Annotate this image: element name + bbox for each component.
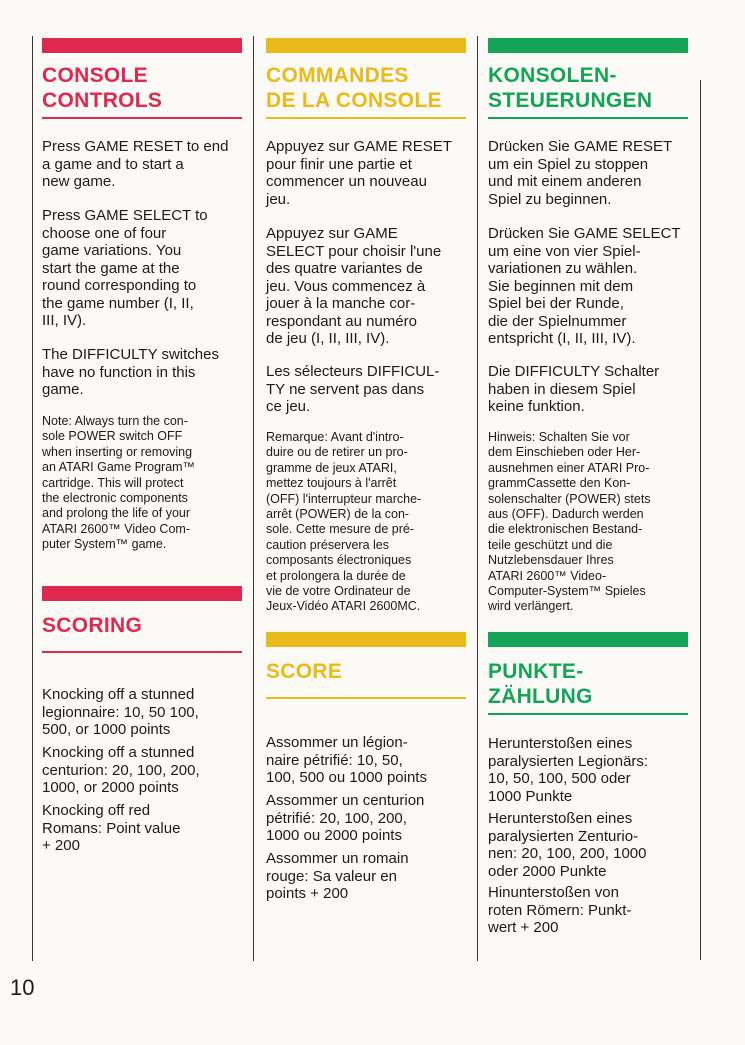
german-select-text: Drücken Sie GAME SELECT um eine von vier Spiel- variationen zu wählen. Sie beginnen mit dem Spiel bei der Runde, die der Spielnummer entspricht (I, II, III, IV). — [488, 225, 681, 347]
french-column — [266, 38, 466, 902]
english-score-red-romans: Knocking off red Romans: Point value + 200 — [42, 802, 181, 854]
english-reset-text: Press GAME RESET to end a game and to start a new game. — [42, 138, 229, 190]
german-header-bar — [488, 38, 688, 53]
column-divider-left — [32, 36, 33, 961]
french-score-rule — [266, 697, 466, 699]
english-scoring-title: SCORING — [42, 614, 143, 637]
french-score-legionnaire: Assommer un légion- naire pétrifié: 10, 50, 100, 500 ou 1000 points — [266, 734, 427, 786]
german-difficulty-text: Die DIFFICULTY Schalter haben in diesem Spiel keine funktion. — [488, 363, 660, 415]
german-score-centurion: Herunterstoßen eines paralysierten Zenturio- nen: 20, 100, 200, 1000 oder 2000 Punkte — [488, 810, 647, 880]
german-score-red-romans: Hinunterstoßen von roten Römern: Punkt- wert + 200 — [488, 884, 632, 936]
english-score-centurion: Knocking off a stunned centurion: 20, 100, 200, 1000, or 2000 points — [42, 744, 200, 796]
column-divider-2 — [477, 36, 478, 961]
german-score-legionnaire: Herunterstoßen eines paralysierten Legionärs: 10, 50, 100, 500 oder 1000 Punkte — [488, 735, 649, 805]
english-difficulty-text: The DIFFICULTY switches have no function in this game. — [42, 346, 219, 398]
english-select-text: Press GAME SELECT to choose one of four game variations. You start the game at the round corresponding to the game number (I, II, III, IV). — [42, 207, 208, 329]
german-scoring-rule — [488, 713, 688, 715]
french-controls-title: COMMANDES DE LA CONSOLE — [266, 64, 442, 112]
english-scoring-bar — [42, 586, 242, 601]
english-note-text: Note: Always turn the con- sole POWER switch OFF when inserting or removing an ATARI Game Program™ cartridge. This will protect the electronic components and prolong the life of your ATARI 2600™ Video Com- puter System™ game. — [42, 414, 196, 552]
english-score-legionnaire: Knocking off a stunned legionnaire: 10, 50 100, 500, or 1000 points — [42, 686, 199, 738]
german-scoring-title: PUNKTE- ZÄHLUNG — [488, 660, 593, 708]
english-column — [42, 38, 242, 854]
french-score-bar — [266, 632, 466, 647]
english-scoring-rule — [42, 651, 242, 653]
english-header-bar — [42, 38, 242, 53]
french-score-title: SCORE — [266, 660, 343, 683]
french-note-text: Remarque: Avant d'intro- duire ou de retirer un pro- gramme de jeux ATARI, mettez toujours à l'arrêt (OFF) l'interrupteur marche- arrêt (POWER) de la con- sole. Cette mesure de pré- caution préservera les composants électroniques et prolongera la durée de vie de votre Ordinateur de Jeux-Vidéo ATARI 2600MC. — [266, 430, 422, 614]
french-difficulty-text: Les sélecteurs DIFFICUL- TY ne servent pas dans ce jeu. — [266, 363, 440, 415]
german-controls-title: KONSOLEN- STEUERUNGEN — [488, 64, 653, 112]
column-divider-right — [700, 80, 701, 960]
french-score-red-roman: Assommer un romain rouge: Sa valeur en points + 200 — [266, 850, 409, 902]
german-scoring-bar — [488, 632, 688, 647]
german-reset-text: Drücken Sie GAME RESET um ein Spiel zu stoppen und mit einem anderen Spiel zu beginnen. — [488, 138, 673, 208]
french-header-bar — [266, 38, 466, 53]
french-select-text: Appuyez sur GAME SELECT pour choisir l'une des quatre variantes de jeu. Vous commencez à jouer à la manche cor- respondant au numéro de jeu (I, II, III, IV). — [266, 225, 442, 347]
french-score-centurion: Assommer un centurion pétrifié: 20, 100, 200, 1000 ou 2000 points — [266, 792, 425, 844]
english-controls-rule — [42, 117, 242, 119]
german-note-text: Hinweis: Schalten Sie vor dem Einschieben oder Her- ausnehmen einer ATARI Pro- grammCassette den Kon- solenschalter (POWER) stets aus (OFF). Dadurch werden die elektronischen Bestand- teile geschützt und die Nutzlebensdauer Ihres ATARI 2600™ Video- Computer-System™ Spieles wird verlängert. — [488, 430, 651, 614]
german-column — [488, 38, 688, 936]
column-divider-1 — [253, 36, 254, 961]
french-controls-rule — [266, 117, 466, 119]
page-number: 10 — [10, 975, 35, 1000]
french-reset-text: Appuyez sur GAME RESET pour finir une partie et commencer un nouveau jeu. — [266, 138, 452, 208]
german-controls-rule — [488, 117, 688, 119]
english-controls-title: CONSOLE CONTROLS — [42, 64, 163, 112]
